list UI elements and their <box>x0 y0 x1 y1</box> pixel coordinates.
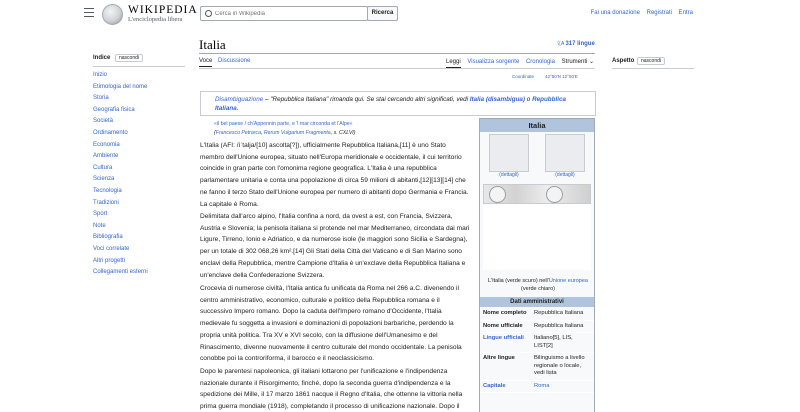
flag-cell <box>483 134 535 191</box>
quote-author-link[interactable]: Francesco Petrarca <box>215 129 261 136</box>
toc-item[interactable]: Voci correlate <box>93 245 130 252</box>
toc-item[interactable]: Cultura <box>93 164 113 171</box>
wikipedia-tagline: L'enciclopedia libera <box>128 16 183 23</box>
coordinates-value[interactable]: 42°50′N 12°50′E <box>545 74 578 79</box>
toc-divider <box>93 66 185 67</box>
appearance-divider <box>612 68 694 69</box>
toc-item[interactable]: Geografia fisica <box>93 106 135 113</box>
tab-visualizza-sorgente[interactable]: Visualizza sorgente <box>467 59 520 65</box>
hatnote-text: o <box>525 96 533 103</box>
quote-source: (Francesco Petrarca, Rerum Vulgarium Fragmenta, s. CXLVI) <box>214 129 356 136</box>
wikipedia-wordmark[interactable]: WIKIPEDIA <box>128 4 198 16</box>
infobox-value: Bilinguismo a livello regionale o locale, vedi lista <box>534 355 585 376</box>
view-tabs <box>446 58 599 65</box>
hatnote-link-italia-disambigua[interactable]: Italia (disambigua) <box>469 96 526 103</box>
epigraph-quote <box>214 120 464 137</box>
hatnote-link-repubblica-italiana[interactable]: Repubblica Italiana <box>215 96 567 112</box>
quote-line: «il bel paese / ch'Appennin parte, e 'l mar circonda et l'Alpe» <box>214 121 353 127</box>
title-divider <box>199 53 595 54</box>
toc-item[interactable]: Ambiente <box>93 153 119 160</box>
languages-button[interactable]: 文A 317 lingue <box>556 40 595 47</box>
flag-image[interactable] <box>489 134 529 172</box>
article-paragraph-4: Dopo le parentesi napoleonica, gli italiani lottarono per l'unificazione e l'indipendenza nazionale durante il Risorgimento, finché, dopo la seconda guerra d'indipendenza e la spedizione dei Mille, il 17 marzo 1861 nacque il Regno d'Italia, che ottenne la vittoria nella prima guerra mondiale (1918), completando il processo di unificazione nazionale. Dopo il <box>200 368 463 411</box>
chevron-down-icon: ⌄ <box>589 59 595 65</box>
wikipedia-globe-logo[interactable] <box>102 4 123 25</box>
infobox-row <box>480 333 594 353</box>
toc-item[interactable]: Inizio <box>93 72 108 78</box>
search-input[interactable] <box>215 8 365 19</box>
map-blank-area <box>483 204 591 270</box>
infobox-row <box>480 381 594 394</box>
table-of-contents <box>93 55 185 276</box>
disambiguation-hatnote <box>200 91 596 116</box>
register-link[interactable]: Registrati <box>646 10 672 16</box>
appearance-hide-button[interactable]: nascondi <box>637 57 665 65</box>
infobox-value: Repubblica Italiana <box>534 322 584 329</box>
toc-item[interactable]: Bibliografia <box>93 234 123 241</box>
search-icon <box>205 10 212 17</box>
emblem-cell <box>539 134 591 191</box>
caption-link-eu[interactable]: Unione europea <box>548 278 588 284</box>
tab-leggi[interactable]: Leggi <box>446 59 461 68</box>
map-caption <box>483 277 593 293</box>
toc-item[interactable]: Tecnologia <box>93 187 122 194</box>
infobox <box>479 118 595 412</box>
hatnote-text: . <box>236 105 239 112</box>
infobox-value-link[interactable]: Roma <box>534 382 550 389</box>
toc-item[interactable]: Ordinamento <box>93 129 128 136</box>
infobox-value: Repubblica Italiana <box>534 310 584 316</box>
caption-text: L'Italia (verde scuro) nell' <box>488 278 549 284</box>
infobox-section-header: Dati amministrativi <box>480 297 594 307</box>
appearance-title: Aspetto <box>612 58 635 64</box>
toc-hide-button[interactable]: nascondi <box>115 54 143 62</box>
coordinates-label[interactable]: Coordinate <box>512 74 535 79</box>
quote-location: , s. CXLVI) <box>330 129 356 136</box>
infobox-key: Nome ufficiale <box>483 322 523 329</box>
caption-text: (verde chiaro) <box>521 286 555 292</box>
infobox-key: Nome completo <box>483 310 527 316</box>
tools-menu[interactable] <box>562 59 594 65</box>
donate-link[interactable]: Fai una donazione <box>590 10 640 16</box>
infobox-rows <box>480 308 594 393</box>
user-links <box>586 10 693 16</box>
infobox-key: Altre lingue <box>483 355 515 361</box>
search-button[interactable]: Ricerca <box>367 6 398 21</box>
tools-menu-label: Strumenti <box>561 59 588 65</box>
article-paragraph-3: Crocevia di numerose civiltà, l'Italia antica fu unificata da Roma nel 266 a.C. divenendo il centro amministrativo, economico, culturale e politico della Repubblica romana e il successivo Impero romano. Dopo la caduta dell'Impero romano d'Occidente, l'Italia medievale fu soggetta a invasioni e dominazioni di popolazioni barbariche, perdendo la propria unità politica. Tra XV e XVI secolo, con la diffusione dell'Umanesimo e del Rinascimento, divenne nuovamente il centro culturale del mondo occidentale. La penisola conobbe poi la controriforma, il barocco e il neoclassicismo. <box>200 285 462 363</box>
toc-item[interactable]: Tradizioni <box>93 199 119 206</box>
toc-title: Indice <box>93 55 111 61</box>
quote-work-link[interactable]: Rerum Vulgarium Fragmenta <box>263 129 331 136</box>
infobox-flags <box>483 134 591 191</box>
toc-item[interactable]: Economia <box>93 141 120 148</box>
article-paragraph-1: L'Italia (AFI: /iˈtalja/[10] ascolta[?]), ufficialmente Repubblica Italiana,[11] è uno Stato membro dell'Unione europea, situato nell'Europa meridionale e occidentale, il cui territorio coincide in gran parte con l'omonima regione geografica. L'Italia è una repubblica parlamentare unitaria e conta una popolazione di circa 59 milioni di abitanti,[12][13][14] che ne fanno il terzo Stato dell'Unione europea per numero di abitanti dopo Germania e Francia. La capitale è Roma. <box>200 142 469 208</box>
infobox-row <box>480 353 594 381</box>
login-link[interactable]: Entra <box>678 10 693 16</box>
hatnote-link-disambiguazione[interactable]: Disambiguazione <box>215 96 264 103</box>
toc-item[interactable]: Scienza <box>93 176 115 183</box>
toc-item[interactable]: Storia <box>93 95 109 102</box>
toc-item[interactable]: Sport <box>93 211 108 218</box>
article-paragraph-2: Delimitata dall'arco alpino, l'Italia confina a nord, da ovest a est, con Francia, Svizzera, Austria e Slovenia; la penisola italiana si protende nel mar Mediterraneo, circondata dai mari Ligure, Tirreno, Ionio e Adriatico, e da numerose isole (le maggiori sono Sicilia e Sardegna), per un totale di 302 068,26 km².[14] Gli Stati della Città del Vaticano e di San Marino sono enclavi della Repubblica, mentre Campione d'Italia è un'exclave della Repubblica Italiana e un'enclave della Confederazione Svizzera. <box>200 213 470 279</box>
emblem-details-link[interactable]: (dettagli) <box>555 172 575 178</box>
toc-item[interactable]: Società <box>93 118 114 125</box>
infobox-row <box>480 321 594 334</box>
toc-item[interactable]: Etimologia del nome <box>93 83 148 90</box>
namespace-tabs <box>199 58 254 64</box>
main-menu-icon[interactable] <box>84 8 94 17</box>
infobox-value: Italiano[5], LIS, LIST[2] <box>534 335 573 349</box>
tab-cronologia[interactable]: Cronologia <box>525 59 555 65</box>
quote-sep: , <box>261 129 264 136</box>
emblem-image[interactable] <box>545 134 585 172</box>
location-map[interactable] <box>483 184 591 204</box>
hatnote-text: – "Repubblica Italiana" rimanda qui. Se stai cercando altri significati, vedi <box>263 96 470 103</box>
tab-discussione[interactable]: Discussione <box>218 58 251 64</box>
tabs-divider <box>199 68 595 69</box>
toc-item[interactable]: Altri progetti <box>93 257 126 264</box>
page-title: Italia <box>199 37 226 52</box>
map-inset <box>489 186 506 203</box>
flag-details-link[interactable]: (dettagli) <box>499 172 519 178</box>
infobox-row <box>480 308 594 321</box>
tab-voce[interactable]: Voce <box>199 58 212 67</box>
toc-item[interactable]: Note <box>93 222 106 229</box>
search-box[interactable] <box>200 6 368 21</box>
infobox-title: Italia <box>480 119 594 132</box>
infobox-key-link[interactable]: Capitale <box>483 382 506 389</box>
header <box>0 0 800 28</box>
map-inset <box>546 186 563 203</box>
toc-list <box>93 72 148 281</box>
infobox-key-link[interactable]: Lingue ufficiali <box>483 335 524 341</box>
toc-item[interactable]: Collegamenti esterni <box>93 269 148 276</box>
